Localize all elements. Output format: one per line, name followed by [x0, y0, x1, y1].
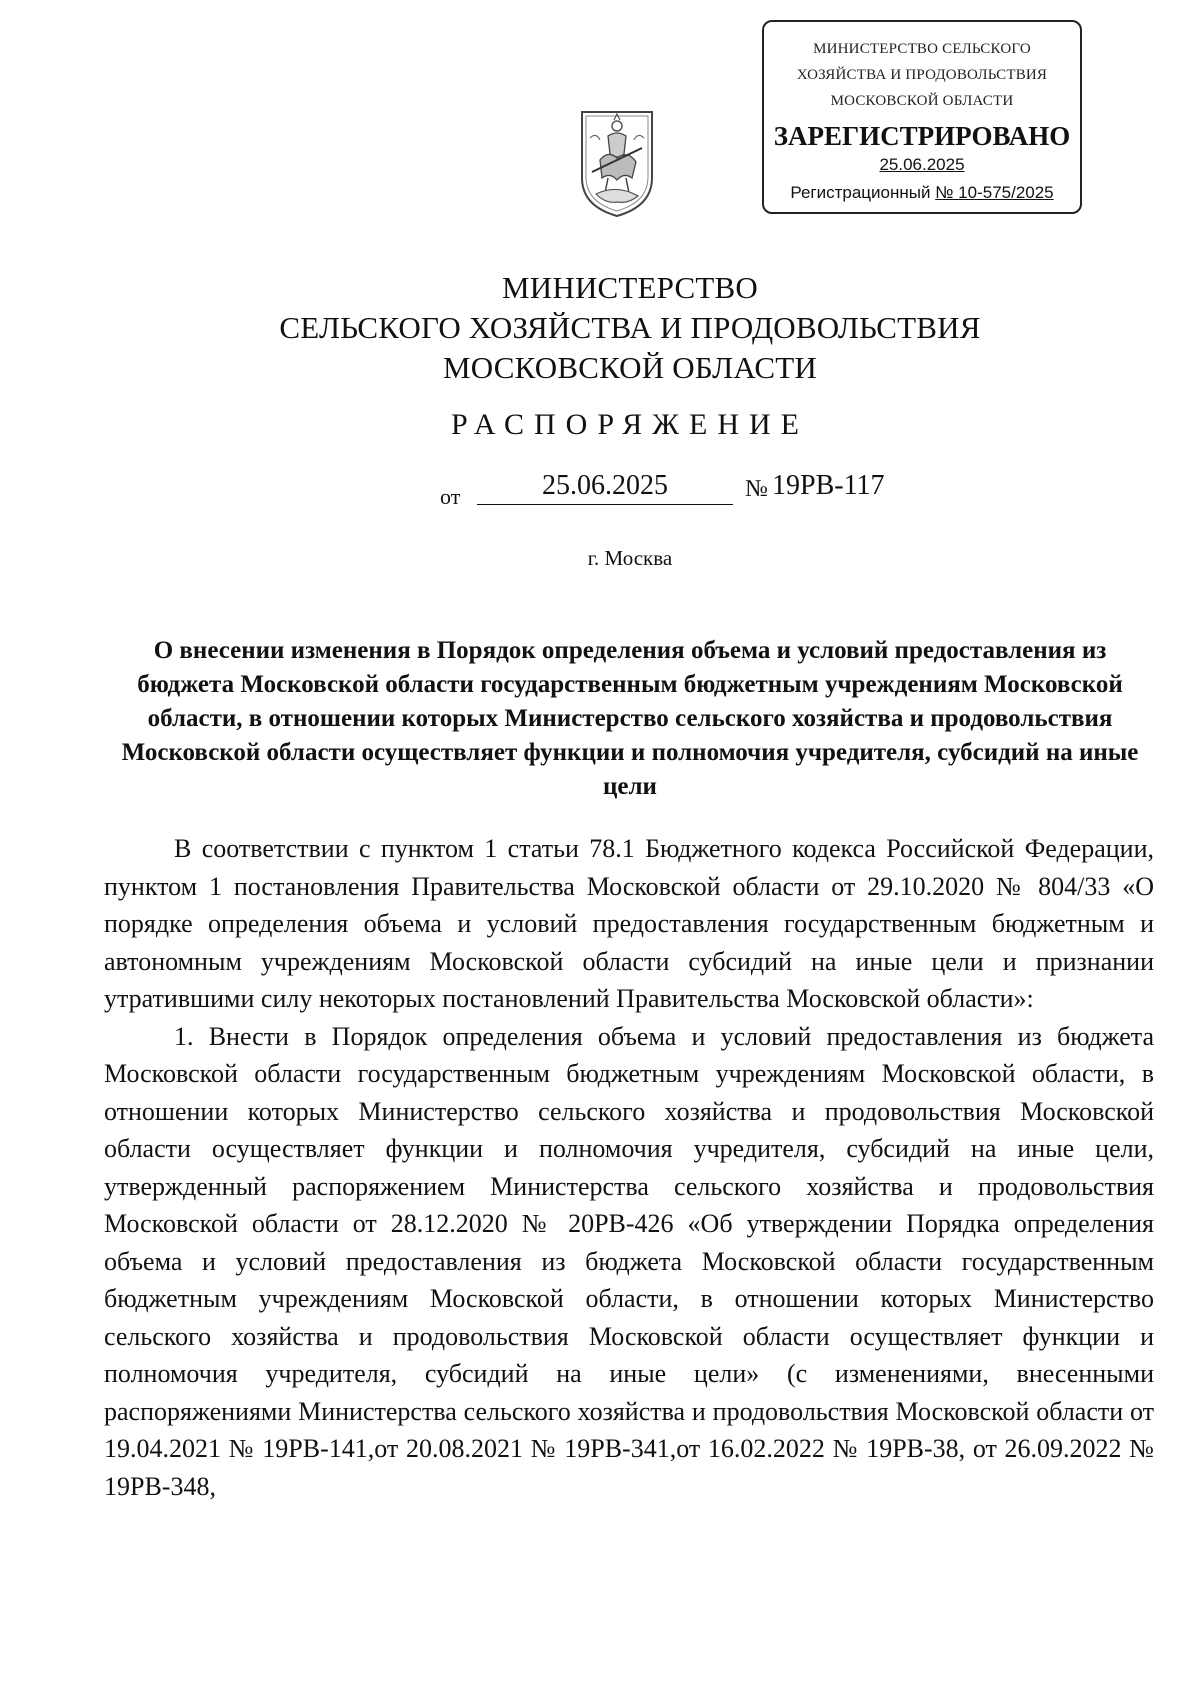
order-number: 19РВ-117	[772, 470, 885, 501]
stamp-ministry-line-3: МОСКОВСКОЙ ОБЛАСТИ	[830, 93, 1014, 109]
document-body	[104, 830, 1154, 1505]
body-paragraph-2: 1. Внести в Порядок определения объема и условий предоставления из бюджета Московской области государственным бюджетным учреждениям Московской области, в отношении которых Министерство сельского хозяйства и продовольствия Московской области осуществляет функции и полномочия учредителя, субсидий на иные цели, утвержденный распоряжением Министерства сельского хозяйства и продовольствия Московской области от 28.12.2020 № 20РВ-426 «Об утверждении Порядка определения объема и условий предоставления из бюджета Московской области государственным бюджетным учреждениям Московской области, в отношении которых Министерство сельского хозяйства и продовольствия Московской области осуществляет функции и полномочия учредителя, субсидий на иные цели» (с изменениями, внесенными распоряжениями Министерства сельского хозяйства и продовольствия Московской области от 19.04.2021 № 19РВ-141,от 20.08.2021 № 19РВ-341,от 16.02.2022 № 19РВ-38, от 26.09.2022 № 19РВ-348,	[104, 1021, 1154, 1501]
city: г. Москва	[587, 546, 673, 570]
ministry-line-1: МИНИСТЕРСТВО	[502, 270, 758, 305]
stamp-registration-number	[764, 183, 1080, 203]
stamp-reg-label: Регистрационный	[790, 183, 936, 202]
ministry-line-3: МОСКОВСКОЙ ОБЛАСТИ	[443, 350, 817, 385]
ministry-header	[0, 268, 1200, 388]
stamp-ministry-line-1: МИНИСТЕРСТВО СЕЛЬСКОГО	[813, 41, 1031, 57]
body-paragraph-1: В соответствии с пунктом 1 статьи 78.1 Бюджетного кодекса Российской Федерации, пунктом 1 постановления Правительства Московской области от 29.10.2020 № 804/33 «О порядке определения объема и условий предоставления государственным бюджетным и автономным учреждениям Московской области субсидий на иные цели и признании утратившими силу некоторых постановлений Правительства Московской области»:	[104, 834, 1154, 1013]
document-type: РАСПОРЯЖЕНИЕ	[450, 408, 810, 441]
date-prefix: от	[440, 484, 461, 509]
order-date-number	[440, 470, 900, 510]
ministry-line-2: СЕЛЬСКОГО ХОЗЯЙСТВА И ПРОДОВОЛЬСТВИЯ	[279, 310, 981, 345]
number-sign: №	[745, 476, 768, 502]
stamp-status: ЗАРЕГИСТРИРОВАНО	[773, 121, 1071, 151]
stamp-date: 25.06.2025	[879, 155, 965, 174]
registration-stamp	[762, 20, 1082, 214]
stamp-ministry-line-2: ХОЗЯЙСТВА И ПРОДОВОЛЬСТВИЯ	[796, 67, 1048, 83]
coat-of-arms-icon	[578, 108, 656, 220]
order-date: 25.06.2025	[477, 470, 733, 505]
stamp-reg-number: № 10-575/2025	[935, 183, 1054, 202]
document-subject: О внесении изменения в Порядок определения объема и условий предоставления из бюджета Московской области государственным бюджетным учреждениям Московской области, в отношении которых Министерство сельского хозяйства и продовольствия Московской области осуществляет функции и полномочия учредителя, субсидий на иные цели	[121, 637, 1139, 800]
